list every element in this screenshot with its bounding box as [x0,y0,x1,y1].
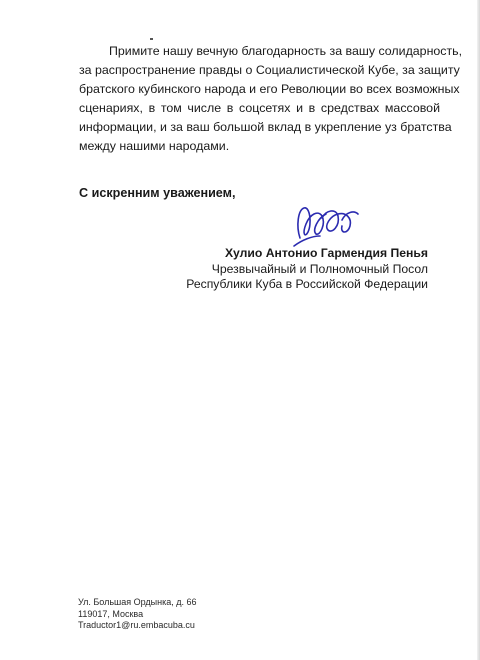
signature-stroke [298,208,326,238]
body-line: информации, и за ваш большой вклад в укрепление уз братства [79,120,452,134]
body-line: братского кубинского народа и его Революции во всех возможных [79,82,460,96]
footer-street: Ул. Большая Ордынка, д. 66 [78,597,197,607]
signature-stroke [294,236,320,246]
closing-salutation: С искренним уважением, [79,186,236,200]
body-line: сценариях, в том числе в соцсетях и в средствах массовой [79,101,440,115]
body-line: Примите нашу вечную благодарность за вашу солидарность, [109,44,463,58]
signer-name: Хулио Антонио Гармендия Пенья [225,246,428,260]
body-line: за распространение правды о Социалистической Кубе, за защиту [79,63,460,77]
handwritten-signature [290,196,370,252]
scan-speck [150,38,153,40]
body-line: между нашими народами. [79,139,230,153]
letter-body [79,42,463,156]
signer-block [186,246,428,293]
footer-email: Traductor1@ru.embacuba.cu [78,620,195,630]
footer-address [78,597,197,632]
footer-city: 119017, Москва [78,608,144,619]
signer-title-line: Чрезвычайный и Полномочный Посол [211,261,428,276]
signer-title-line: Республики Куба в Российской Федерации [186,277,428,291]
